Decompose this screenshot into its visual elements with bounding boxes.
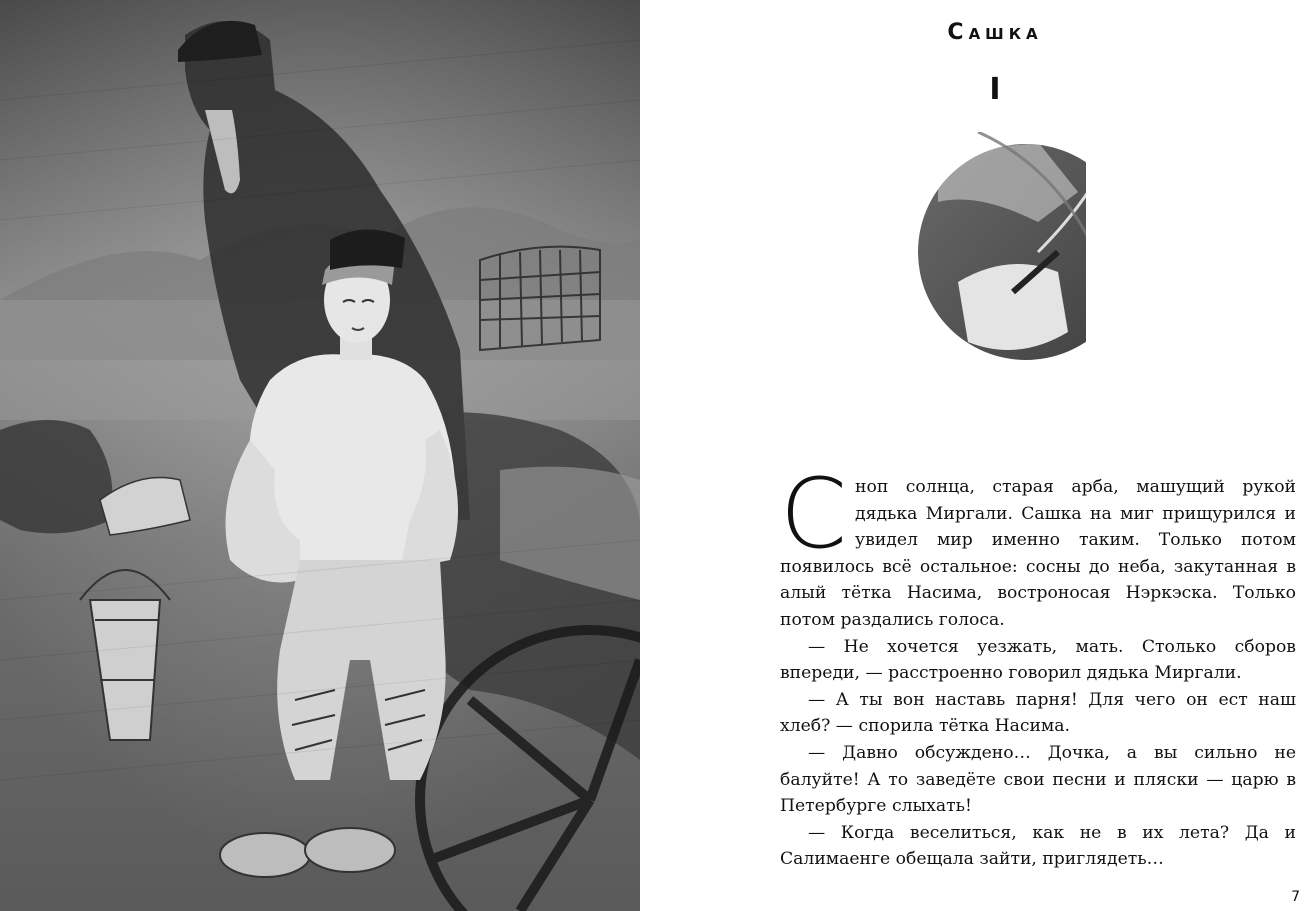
text-page bbox=[640, 0, 1310, 911]
illustration-drawing bbox=[0, 0, 640, 911]
paragraph: — Когда веселиться, как не в их лета? Да и Салимаенге обещала зайти, приглядеть… bbox=[780, 822, 1296, 870]
paragraph: — Не хочется уезжать, мать. Столько сборов впереди, — расстроенно говорил дядька Миргали. bbox=[780, 636, 1296, 684]
page-number: 7 bbox=[1291, 889, 1300, 905]
scythe-vignette bbox=[918, 132, 1086, 402]
chapter-title: Сашка bbox=[947, 20, 1043, 45]
first-paragraph bbox=[780, 458, 1296, 634]
first-paragraph-text: ноп солнца, старая арба, машущий рукой дядька Миргали. Сашка на миг прищурился и увидел мир именно таким. Только потом появилось всё остальное: сосны до неба, закутанная в алый тётка Насима, востроносая Нэркэска. Только потом раздались голоса. bbox=[780, 477, 1296, 630]
paragraph: — Давно обсуждено… Дочка, а вы сильно не балуйте! А то заведёте свои песни и пляски — царю в Петербурге слыхать! bbox=[780, 742, 1296, 817]
chapter-number: I bbox=[989, 72, 1001, 107]
pencil-illustration bbox=[0, 0, 640, 911]
drop-cap: С bbox=[780, 458, 848, 570]
chapter-text bbox=[780, 458, 1296, 873]
paragraph: — А ты вон наставь парня! Для чего он ест наш хлеб? — спорила тётка Насима. bbox=[780, 689, 1296, 737]
